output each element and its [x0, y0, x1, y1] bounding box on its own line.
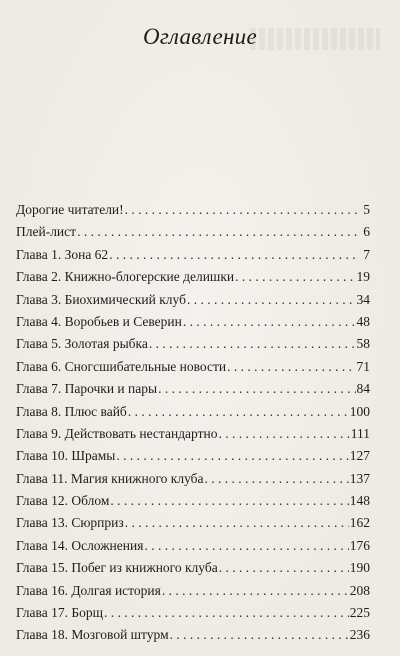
toc-entry-title: Глава 16. Долгая история: [16, 582, 161, 598]
toc-page-number: 236: [349, 627, 370, 643]
toc-entry: [16, 378, 370, 400]
toc-entry-title: Глава 5. Золотая рыбка: [16, 336, 148, 352]
page-title: Оглавление: [142, 24, 257, 49]
dot-leader: [109, 244, 359, 266]
toc-entry-title: Глава 9. Действовать нестандартно: [16, 425, 218, 441]
dot-leader: [104, 602, 349, 624]
toc-page-number: 19: [356, 269, 370, 285]
toc-page-number: 111: [350, 425, 370, 441]
dot-leader: [170, 624, 349, 646]
toc-entry-title: Глава 18. Мозговой штурм: [16, 627, 169, 643]
toc-entry-title: Глава 1. Зона 62: [16, 246, 109, 262]
toc-entry: [16, 333, 370, 355]
toc-entry: [16, 468, 370, 490]
toc-page-number: 190: [349, 560, 370, 576]
toc-entry: [16, 401, 370, 423]
toc-page-number: 162: [349, 515, 370, 531]
toc-entry: [16, 602, 370, 624]
dot-leader: [162, 580, 349, 602]
dot-leader: [183, 311, 356, 333]
toc-entry-title: Глава 3. Биохимический клуб: [16, 291, 186, 307]
toc-page-number: 7: [363, 246, 370, 262]
dot-leader: [116, 445, 348, 467]
toc-entry: [16, 624, 370, 646]
toc-entry-title: Глава 14. Осложнения: [16, 537, 144, 553]
toc-entry: [16, 580, 370, 602]
dot-leader: [219, 557, 349, 579]
toc-entry: [16, 490, 370, 512]
dot-leader: [219, 423, 350, 445]
toc-page-number: 84: [356, 381, 370, 397]
dot-leader: [125, 199, 359, 221]
toc-entry-title: Глава 15. Побег из книжного клуба: [16, 560, 218, 576]
toc-entry-title: Глава 11. Магия книжного клуба: [16, 470, 204, 486]
toc-page-number: 6: [363, 224, 370, 240]
toc-entry: [16, 221, 370, 243]
toc-entry: [16, 535, 370, 557]
toc-entry: [16, 423, 370, 445]
toc-entry: [16, 557, 370, 579]
dot-leader: [227, 356, 355, 378]
dot-leader: [158, 378, 355, 400]
toc-entry: [16, 356, 370, 378]
toc-page-number: 176: [349, 537, 370, 553]
dot-leader: [235, 266, 355, 288]
toc-page-number: 48: [356, 313, 370, 329]
dot-leader: [187, 289, 356, 311]
toc-entry: [16, 512, 370, 534]
toc-page-number: 137: [349, 470, 370, 486]
toc-page-number: 225: [349, 605, 370, 621]
toc-entry-title: Глава 13. Сюрприз: [16, 515, 124, 531]
toc-page-number: 208: [349, 582, 370, 598]
toc-entry: [16, 445, 370, 467]
toc-entry-title: Глава 7. Парочки и пары: [16, 381, 158, 397]
toc-entry-title: Глава 2. Книжно-блогерские делишки: [16, 269, 235, 285]
dot-leader: [144, 535, 348, 557]
toc-entry-title: Дорогие читатели!: [16, 202, 124, 217]
toc-entry: [16, 199, 370, 221]
dot-leader: [149, 333, 356, 355]
toc-page-number: 5: [363, 202, 370, 217]
dot-leader: [125, 512, 349, 534]
toc-page-number: 71: [356, 358, 370, 374]
toc-entry-title: Глава 10. Шрамы: [16, 448, 116, 464]
dot-leader: [128, 401, 349, 423]
dot-leader: [205, 468, 349, 490]
toc-page-number: 34: [356, 291, 370, 307]
toc-entry-title: Глава 6. Сногсшибательные новости: [16, 358, 227, 374]
toc-entry: [16, 244, 370, 266]
toc-entry-title: Глава 4. Воробьев и Северин: [16, 313, 182, 329]
toc-page-number: 100: [349, 403, 370, 419]
dot-leader: [77, 221, 359, 243]
toc-entry-title: Глава 17. Борщ: [16, 605, 103, 621]
toc-entry-title: Плей-лист: [16, 224, 77, 240]
toc-page-number: 127: [349, 448, 370, 464]
toc-entry: [16, 311, 370, 333]
toc-page-number: 58: [356, 336, 370, 352]
dot-leader: [110, 490, 348, 512]
toc-entry-title: Глава 12. Облом: [16, 493, 110, 509]
table-of-contents: [16, 199, 370, 647]
toc-entry-title: Глава 8. Плюс вайб: [16, 403, 127, 419]
toc-page-number: 148: [349, 493, 370, 509]
toc-entry: [16, 289, 370, 311]
toc-entry: [16, 266, 370, 288]
